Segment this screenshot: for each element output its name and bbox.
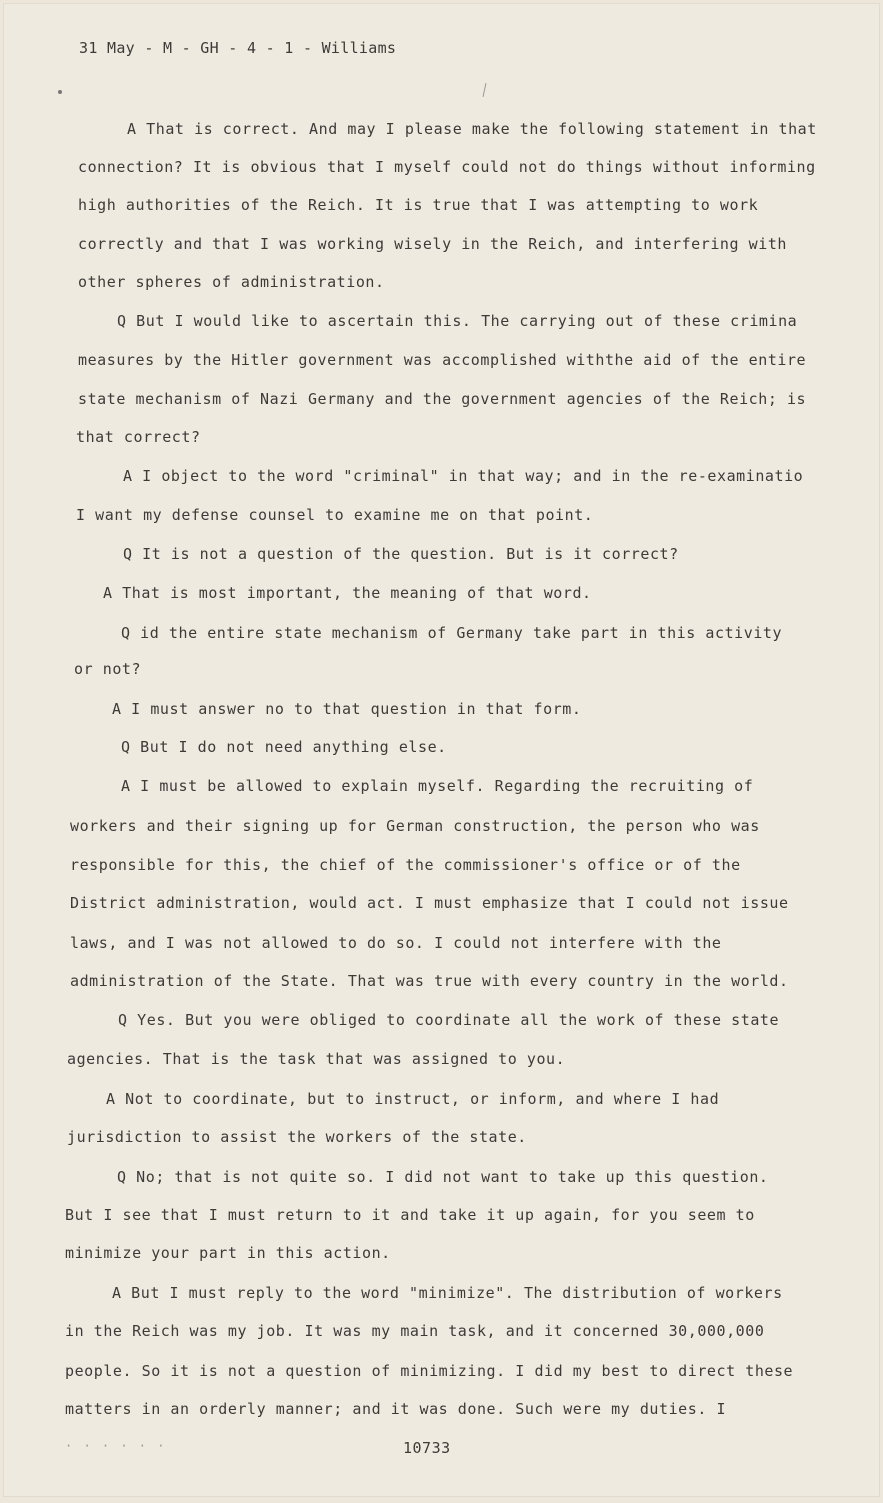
- transcript-line: A That is most important, the meaning of that word.: [103, 584, 592, 602]
- transcript-line: laws, and I was not allowed to do so. I could not interfere with the: [70, 934, 722, 952]
- transcript-line: jurisdiction to assist the workers of the state.: [67, 1128, 527, 1146]
- transcript-line: A That is correct. And may I please make the following statement in that: [127, 120, 817, 138]
- transcript-line: workers and their signing up for German construction, the person who was: [70, 817, 760, 835]
- transcript-line: A I must be allowed to explain myself. Regarding the recruiting of: [121, 777, 754, 795]
- transcript-line: I want my defense counsel to examine me on that point.: [76, 506, 594, 524]
- transcript-line: or not?: [74, 660, 142, 678]
- transcript-line: Q Yes. But you were obliged to coordinate all the work of these state: [118, 1011, 780, 1029]
- footer-smudge: · · · · · ·: [65, 1439, 167, 1453]
- transcript-line: A But I must reply to the word "minimize". The distribution of workers: [112, 1284, 783, 1302]
- page-header: 31 May - M - GH - 4 - 1 - Williams: [79, 39, 397, 57]
- transcript-line: that correct?: [76, 428, 201, 446]
- ink-dot-mark: [58, 90, 62, 94]
- pencil-tick-mark: [483, 83, 487, 97]
- transcript-line: A I must answer no to that question in that form.: [112, 700, 582, 718]
- transcript-line: matters in an orderly manner; and it was done. Such were my duties. I: [65, 1400, 727, 1418]
- transcript-line: correctly and that I was working wisely in the Reich, and interfering with: [78, 235, 787, 253]
- transcript-line: A I object to the word "criminal" in that way; and in the re-examinatio: [123, 467, 804, 485]
- document-page: [3, 3, 880, 1497]
- page-number: 10733: [403, 1439, 451, 1457]
- transcript-line: high authorities of the Reich. It is true that I was attempting to work: [78, 196, 759, 214]
- transcript-line: But I see that I must return to it and take it up again, for you seem to: [65, 1206, 755, 1224]
- transcript-line: state mechanism of Nazi Germany and the government agencies of the Reich; is: [78, 390, 807, 408]
- transcript-line: people. So it is not a question of minimizing. I did my best to direct these: [65, 1362, 794, 1380]
- transcript-line: measures by the Hitler government was accomplished withthe aid of the entire: [78, 351, 807, 369]
- transcript-line: Q id the entire state mechanism of Germany take part in this activity: [121, 624, 783, 642]
- transcript-line: other spheres of administration.: [78, 273, 385, 291]
- transcript-line: Q But I would like to ascertain this. The carrying out of these crimina: [117, 312, 798, 330]
- transcript-line: in the Reich was my job. It was my main task, and it concerned 30,000,000: [65, 1322, 765, 1340]
- transcript-line: administration of the State. That was true with every country in the world.: [70, 972, 789, 990]
- transcript-line: minimize your part in this action.: [65, 1244, 391, 1262]
- transcript-line: District administration, would act. I must emphasize that I could not issue: [70, 894, 789, 912]
- transcript-line: Q It is not a question of the question. But is it correct?: [123, 545, 679, 563]
- transcript-line: agencies. That is the task that was assigned to you.: [67, 1050, 566, 1068]
- transcript-line: Q But I do not need anything else.: [121, 738, 447, 756]
- transcript-line: responsible for this, the chief of the commissioner's office or of the: [70, 856, 741, 874]
- transcript-line: A Not to coordinate, but to instruct, or inform, and where I had: [106, 1090, 720, 1108]
- transcript-line: connection? It is obvious that I myself could not do things without informing: [78, 158, 816, 176]
- transcript-line: Q No; that is not quite so. I did not want to take up this question.: [117, 1168, 769, 1186]
